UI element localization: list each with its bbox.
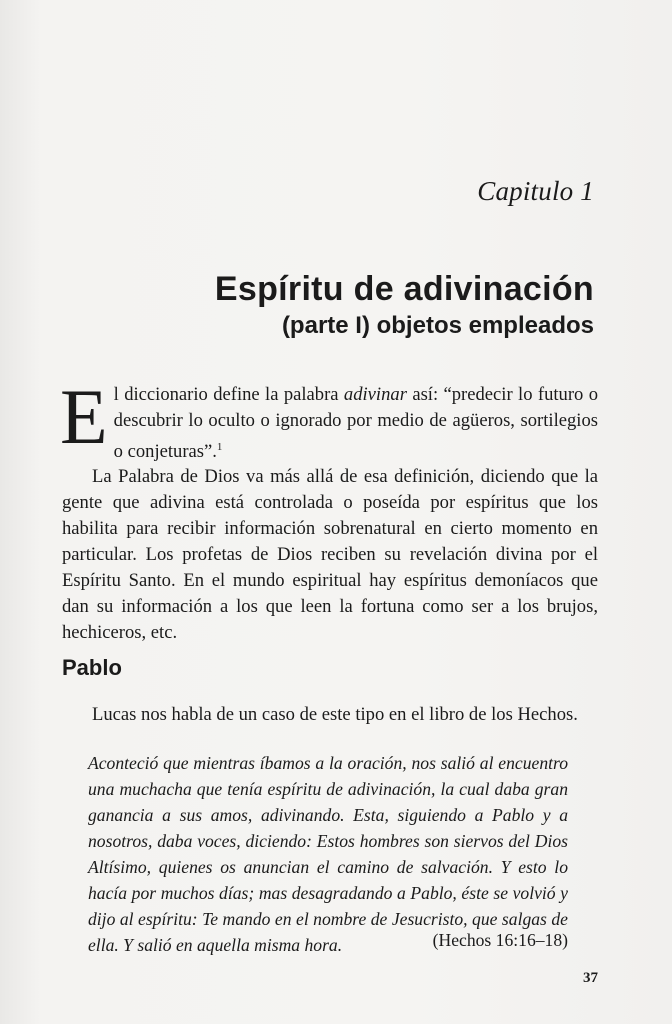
intro-paragraph [60, 373, 598, 465]
section-paragraph: Lucas nos habla de un caso de este tipo en el libro de los Hechos. [92, 704, 578, 725]
paragraph-2: La Palabra de Dios va más allá de esa definición, diciendo que la gente que adivina está controlada o poseída por espíritus que los habilita para recibir información sobrenatural en cierto momento en particular. Los profetas de Dios reciben su revelación divina por el Espíritu Santo. En el mundo espiritual hay espíritus demoníacos que dan su información a los que leen la fortuna como ser a los brujos, hechiceros, etc. [62, 466, 598, 643]
section-heading: Pablo [62, 655, 122, 680]
intro-text-after: así: “predecir lo futuro o descubrir lo oculto o ignorado por medio de agüeros, sortilegios o conjeturas”. [113, 384, 598, 463]
chapter-subtitle: (parte I) objetos empleados [281, 312, 594, 339]
drop-cap: E [60, 373, 108, 460]
scripture-quote: Aconteció que mientras íbamos a la oración, nos salió al encuentro una muchacha que tenía espíritu de adivinación, la cual daba gran ganancia a sus amos, adivinando. Esta, siguiendo a Pablo y a nosotros, daba voces, diciendo: Estos hombres son siervos del Dios Altísimo, quienes os anuncian el camino de salvación. Y esto lo hacía por muchos días; mas desagradando a Pablo, éste se volvió y dijo al espíritu: Te mando en el nombre de Jesucristo, que salgas de ella. Y salió en aquella misma hora. [88, 753, 568, 955]
page-number: 37 [583, 970, 598, 986]
chapter-label: Capitulo 1 [477, 176, 594, 206]
intro-text: l diccionario define la palabra [113, 384, 344, 405]
footnote-marker: 1 [216, 441, 223, 453]
scripture-reference: (Hechos 16:16–18) [432, 930, 568, 950]
chapter-title: Espíritu de adivinación [214, 270, 594, 308]
intro-italic-word: adivinar [343, 384, 407, 405]
